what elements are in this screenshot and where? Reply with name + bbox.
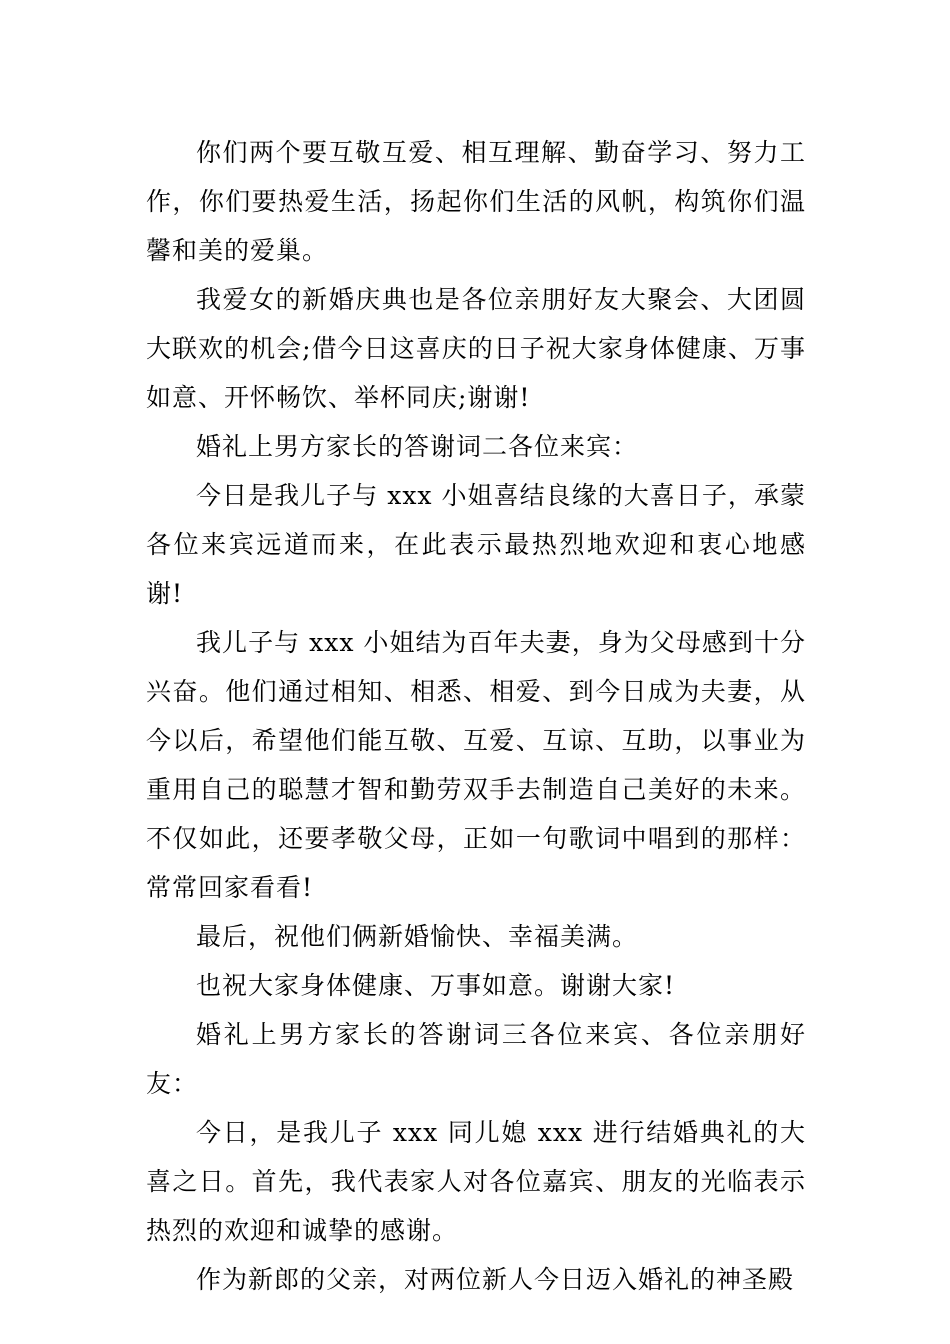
paragraph-7: 也祝大家身体健康、万事如意。谢谢大家! <box>196 971 676 1000</box>
paragraph-8-heading: 婚礼上男方家长的答谢词三各位来宾、各位亲朋好友： <box>146 1020 806 1098</box>
paragraph-6: 最后，祝他们俩新婚愉快、幸福美满。 <box>196 922 639 951</box>
paragraph-1: 你们两个要互敬互爱、相互理解、勤奋学习、努力工作，你们要热爱生活，扬起你们生活的风帆，构筑你们温馨和美的爱巢。 <box>146 138 806 265</box>
paragraph-3-heading: 婚礼上男方家长的答谢词二各位来宾： <box>196 432 639 461</box>
paragraph-5: 我儿子与 xxx 小姐结为百年夫妻，身为父母感到十分兴奋。他们通过相知、相悉、相爱、到今日成为夫妻，从今以后，希望他们能互敬、互爱、互谅、互助，以事业为重用自己的聪慧才智和勤劳双手去制造自己美好的未来。不仅如此，还要孝敬父母，正如一句歌词中唱到的那样：常常回家看看! <box>146 628 806 902</box>
paragraph-4: 今日是我儿子与 xxx 小姐喜结良缘的大喜日子，承蒙各位来宾远道而来，在此表示最热烈地欢迎和衷心地感谢! <box>146 481 806 608</box>
document-body <box>146 128 806 1304</box>
paragraph-9: 今日，是我儿子 xxx 同儿媳 xxx 进行结婚典礼的大喜之日。首先，我代表家人对各位嘉宾、朋友的光临表示热烈的欢迎和诚挚的感谢。 <box>146 1118 806 1245</box>
paragraph-10: 作为新郎的父亲，对两位新人今日迈入婚礼的神圣殿 <box>196 1265 795 1294</box>
paragraph-2: 我爱女的新婚庆典也是各位亲朋好友大聚会、大团圆大联欢的机会;借今日这喜庆的日子祝大家身体健康、万事如意、开怀畅饮、举杯同庆;谢谢! <box>146 285 806 412</box>
